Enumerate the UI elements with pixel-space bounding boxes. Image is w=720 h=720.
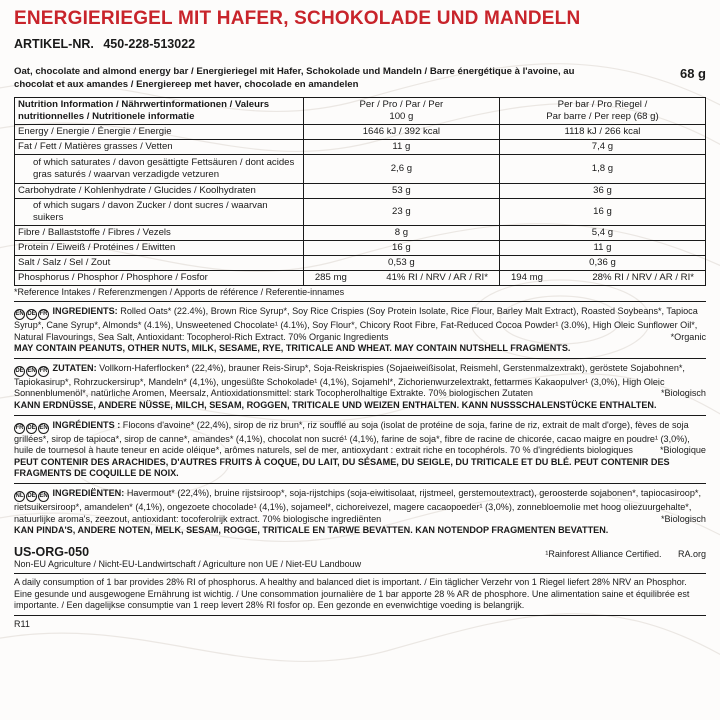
- allergen-statement: KAN PINDA'S, ANDERE NOTEN, MELK, SESAM, ROGGE, TRITICALE EN TARWE BEVATTEN. KAN NOTENDOP FRAGMENTEN BEVATTEN.: [14, 525, 609, 536]
- net-weight: 68 g: [679, 66, 706, 81]
- nutrition-header-row: [15, 98, 706, 125]
- nutrient-label: Energy / Energie / Énergie / Energie: [15, 125, 304, 140]
- nutrient-perbar: 1,8 g: [499, 155, 705, 184]
- ingredients-nl: [14, 488, 706, 537]
- ingredients-de: [14, 363, 706, 412]
- phosphorus-per100-value: 285 mg: [314, 272, 347, 283]
- language-icon-en: EN: [38, 491, 49, 502]
- phosphorus-row: [15, 271, 706, 286]
- article-label: ARTIKEL-NR.: [14, 37, 94, 51]
- rainforest-text: ¹Rainforest Alliance Certified.: [545, 548, 662, 559]
- ingredients-label: INGREDIËNTEN:: [52, 487, 125, 498]
- nutrient-per100: 1646 kJ / 392 kcal: [303, 125, 499, 140]
- nutrient-perbar: 11 g: [499, 241, 705, 256]
- phosphorus-label: Phosphorus / Phosphor / Phosphore / Fosfor: [15, 271, 304, 286]
- divider: [14, 573, 706, 574]
- article-number: [14, 37, 706, 53]
- nutrient-per100: 53 g: [303, 184, 499, 199]
- allergen-statement: KANN ERDNÜSSE, ANDERE NÜSSE, MILCH, SESAM, ROGGEN, TRITICALE UND WEIZEN ENTHALTEN. KANN NUSSSCHALENSTÜCKE ENTHALTEN.: [14, 399, 657, 410]
- nutrient-per100: 16 g: [303, 241, 499, 256]
- divider: [14, 358, 706, 359]
- nutrition-header-label: Nutrition Information / Nährwertinformationen / Valeurs nutritionnelles / Nutritionele informatie: [15, 98, 304, 125]
- nutrient-label: Fat / Fett / Matières grasses / Vetten: [15, 140, 304, 155]
- nutrient-per100: 8 g: [303, 226, 499, 241]
- nutrition-row: [15, 125, 706, 140]
- nutrition-row: [15, 226, 706, 241]
- nutrient-perbar: 5,4 g: [499, 226, 705, 241]
- divider: [14, 301, 706, 302]
- phosphorus-perbar-ri: 28% RI / NRV / AR / RI*: [592, 272, 694, 283]
- language-icon-en: EN: [14, 309, 25, 320]
- ingredients-text: Havermout* (22,4%), bruine rijstsiroop*, soja-rijstchips (soja-eiwitisolaat, rijstmeel, gerstemoutextract), geroosterde sojabonen*, tapiocasiroop*, rietsuikersiroop*, amandelen* (4,1%), ongezoete chocolade¹ (4,1%), sojameel*, cichoreivezel, magere cacaopoeder¹ (3,0%), zonnebloemolie met hoog oliezuurgehalte*, natuurlijke aroma's, zeezout, antioxidant: tocoferolrijk extract. 70% biologische ingrediënten: [14, 487, 701, 524]
- organic-tag: *Organic: [670, 331, 706, 342]
- language-icon-de: DE: [14, 366, 25, 377]
- product-label: [14, 6, 706, 630]
- description-row: [14, 65, 706, 91]
- agriculture-statement: Non-EU Agriculture / Nicht-EU-Landwirtschaft / Agriculture non UE / Niet-EU Landbouw: [14, 558, 362, 569]
- divider: [14, 415, 706, 416]
- phosphorus-perbar: [499, 271, 705, 286]
- nutrient-label: Protein / Eiweiß / Protéines / Eiwitten: [15, 241, 304, 256]
- per100-header-line2: 100 g: [389, 111, 414, 122]
- per100-header: [303, 98, 499, 125]
- consumption-statement: A daily consumption of 1 bar provides 28% RI of phosphorus. A healthy and balanced diet is important. / Ein täglicher Verzehr von 1 Riegel liefert 28% NRV an Phosphor. Eine gesunde und ausgewogene Ernährung ist wichtig. / Une consommation journalière de 1 bar apporte 28 % AR de phosphore. Une alimentation saine et équilibrée est importante. / Een dagelijkse consumptie van 1 reep levert 28% RI fosfor op. Een gezonde en evenwichtige voeding is belangrijk.: [14, 577, 690, 611]
- organic-control-code: US-ORG-050: [14, 544, 90, 559]
- nutrient-label: of which sugars / davon Zucker / dont sucres / waarvan suikers: [15, 199, 304, 226]
- divider: [14, 615, 706, 616]
- nutrient-per100: 11 g: [303, 140, 499, 155]
- nutrition-row: [15, 184, 706, 199]
- nutrient-label: of which saturates / davon gesättigte Fettsäuren / dont acides gras saturés / waarvan verzadigde vetzuren: [15, 155, 304, 184]
- label-code: R11: [14, 618, 30, 629]
- perbar-header-line1: Per bar / Pro Riegel /: [557, 99, 648, 110]
- nutrient-perbar: 7,4 g: [499, 140, 705, 155]
- language-icon-de: DE: [26, 491, 37, 502]
- product-description: Oat, chocolate and almond energy bar / Energieriegel mit Hafer, Schokolade und Mandeln / Barre énergétique à l'avoine, au chocolat et aux amandes / Energiereep met haver, chocolade en amandelen: [14, 66, 575, 90]
- ingredients-text: Rolled Oats* (22.4%), Brown Rice Syrup*, Soy Rice Crispies (Soy Protein Isolate, Rice Flour, Barley Malt Extract), Roasted Soybeans*, Tapioca Syrup*, Cane Syrup*, Almonds* (4.1%), Unsweetened Chocolate¹ (4.1%), Soy Flour*, Chicory Root Fibre, Fat-Reduced Cocoa Powder¹ (3.0%), High Oleic Sunflower Oil*, Natural Flavourings, Sea Salt, Antioxidant: Tocopherol-Rich Extract. 70% Organic Ingredients: [14, 306, 698, 342]
- footer-top: [14, 545, 706, 571]
- ingredients-text: Vollkorn-Haferflocken* (22,4%), brauner Reis-Sirup*, Soja-Reiskrispies (Sojaeiweißisolat, Reismehl, Gerstenmalzextrakt), geröstete Sojabohnen*, Tapiokasirup*, Rohrzuckersirup*, Mandeln* (4,1%), ungesüßte Schokolade¹ (4,1%), Sojamehl*, Zichorienwurzelextrakt, fettarmes Kakaopulver¹ (3,0%), High Oleic Sonnenblumenöl*, natürliche Aromen, Meersalz, Antioxidationsmittel: stark Tocopherolhaltige Extrakte. 70% biologischen Zutaten: [14, 362, 685, 399]
- nutrient-per100: 0,53 g: [303, 256, 499, 271]
- perbar-header-line2: Par barre / Per reep (68 g): [546, 111, 659, 122]
- nutrient-perbar: 0,36 g: [499, 256, 705, 271]
- ingredients-label: INGREDIENTS:: [52, 306, 118, 316]
- organic-tag: *Biologique: [659, 445, 706, 456]
- nutrition-row: [15, 241, 706, 256]
- language-icon-fr: FR: [14, 423, 25, 434]
- language-icon-en: EN: [38, 423, 49, 434]
- perbar-header: [499, 98, 705, 125]
- product-title: ENERGIERIEGEL MIT HAFER, SCHOKOLADE UND MANDELN: [14, 8, 581, 29]
- rainforest-note: [545, 545, 706, 571]
- nutrient-perbar: 1118 kJ / 266 kcal: [499, 125, 705, 140]
- phosphorus-per100: [303, 271, 499, 286]
- nutrient-per100: 23 g: [303, 199, 499, 226]
- ingredients-text: Flocons d'avoine* (22,4%), sirop de riz brun*, riz soufflé au soja (isolat de protéine de soja, farine de riz, extrait de malt d'orge), fèves de soja grillées*, sirop de tapioca*, sirop de canne*, amandes* (4,1%), chocolat non sucré¹ (4,1%), farine de soja*, fibre de racine de chicorée, cacao maigre en poudre¹ (3,0%), huile de tournesol à haute teneur en acide oléique*, arômes naturels, sel de mer, antioxydant : extrait riche en tocophérols. 70 % d'ingrédients biologiques: [14, 419, 690, 456]
- phosphorus-per100-ri: 41% RI / NRV / AR / RI*: [386, 272, 488, 283]
- language-icon-fr: FR: [38, 309, 49, 320]
- nutrition-row: [15, 155, 706, 184]
- nutrition-row: [15, 256, 706, 271]
- reference-intakes-note: *Reference Intakes / Referenzmengen / Apports de référence / Referentie-innames: [14, 287, 345, 297]
- ingredients-en: [14, 306, 706, 355]
- ingredients-label: ZUTATEN:: [52, 362, 97, 373]
- nutrition-row: [15, 199, 706, 226]
- allergen-statement: PEUT CONTENIR DES ARACHIDES, D'AUTRES FRUITS À COQUE, DU LAIT, DU SÉSAME, DU SEIGLE, DU TRITICALE ET DU BLÉ. PEUT CONTENIR DES FRAGMENTS DE COQUILLE DE NOIX.: [14, 456, 670, 479]
- nutrition-table: [14, 97, 706, 286]
- language-icon-nl: NL: [14, 491, 25, 502]
- language-icon-de: DE: [26, 423, 37, 434]
- language-icon-de: DE: [26, 309, 37, 320]
- ra-url: RA.org: [677, 548, 706, 559]
- language-icon-fr: FR: [38, 366, 49, 377]
- language-icon-en: EN: [26, 366, 37, 377]
- organic-tag: *Biologisch: [661, 388, 706, 399]
- divider: [14, 483, 706, 484]
- allergen-statement: MAY CONTAIN PEANUTS, OTHER NUTS, MILK, SESAME, RYE, TRITICALE AND WHEAT. MAY CONTAIN NUTSHELL FRAGMENTS.: [14, 343, 571, 354]
- organic-tag: *Biologisch: [661, 513, 706, 524]
- per100-header-line1: Per / Pro / Par / Per: [359, 99, 444, 110]
- nutrient-perbar: 36 g: [499, 184, 705, 199]
- ingredients-label: INGRÉDIENTS :: [52, 419, 121, 430]
- nutrient-per100: 2,6 g: [303, 155, 499, 184]
- phosphorus-perbar-value: 194 mg: [510, 272, 543, 283]
- article-value: 450-228-513022: [103, 37, 196, 51]
- nutrient-label: Salt / Salz / Sel / Zout: [15, 256, 304, 271]
- nutrient-label: Fibre / Ballaststoffe / Fibres / Vezels: [15, 226, 304, 241]
- nutrient-perbar: 16 g: [499, 199, 705, 226]
- ingredients-fr: [14, 420, 706, 480]
- nutrient-label: Carbohydrate / Kohlenhydrate / Glucides / Koolhydraten: [15, 184, 304, 199]
- nutrition-row: [15, 140, 706, 155]
